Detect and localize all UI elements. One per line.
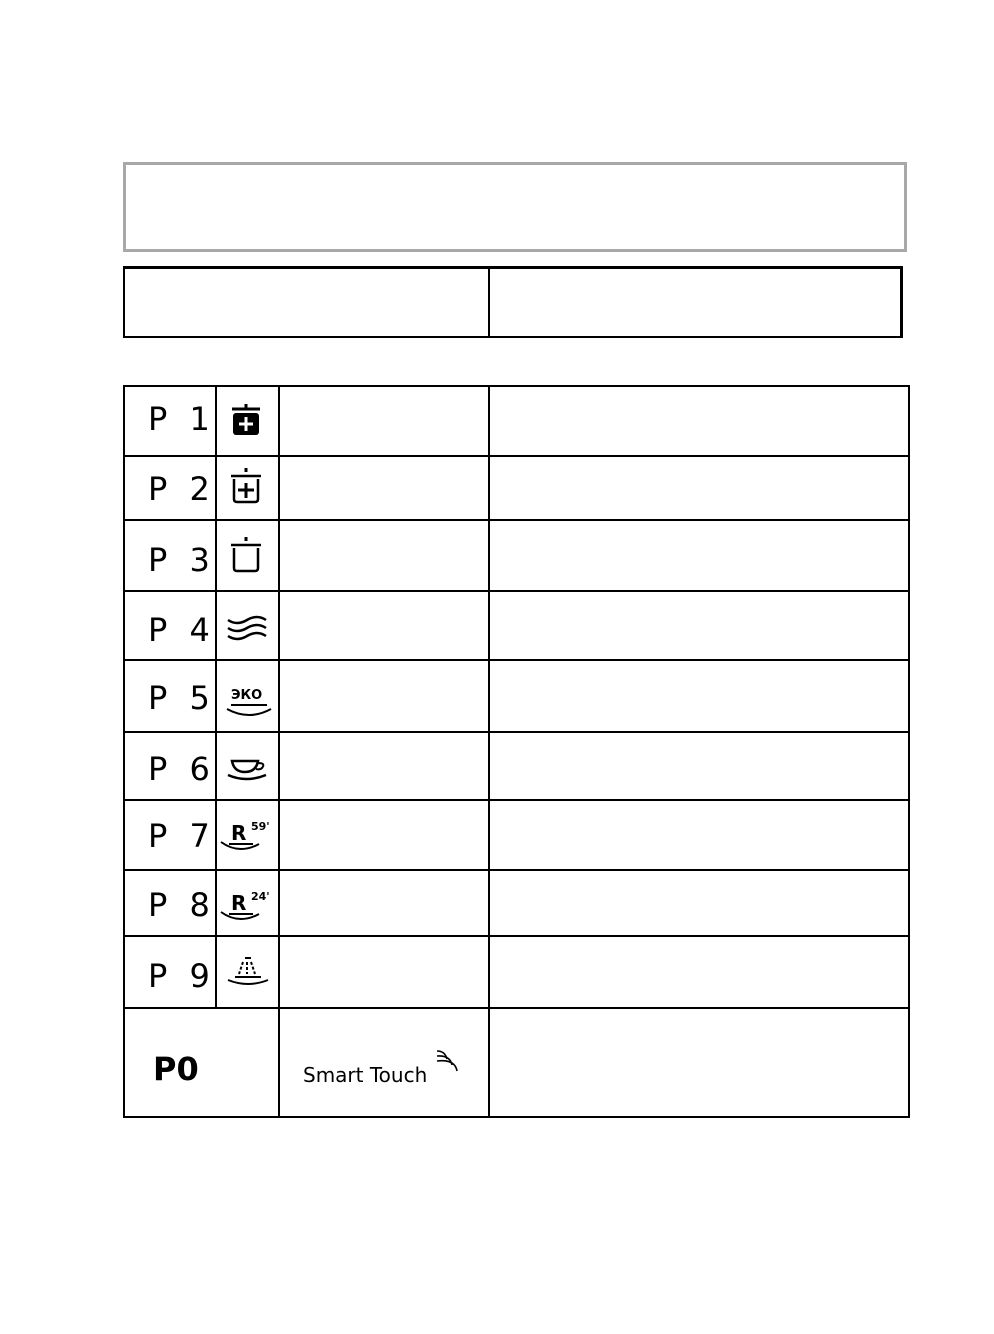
column-divider — [278, 387, 280, 1116]
program-code: P 3 — [148, 541, 216, 579]
row-separator — [125, 1007, 908, 1009]
program-code: P 1 — [148, 400, 216, 438]
header-table — [123, 266, 903, 338]
pot-plus-outline-icon — [228, 467, 264, 505]
program-code: P 4 — [148, 611, 216, 649]
program-code: P 2 — [148, 470, 216, 508]
eco-icon-text: ЭКО — [231, 688, 263, 703]
waves-icon — [225, 614, 269, 644]
rapid-minutes: 59' — [251, 820, 270, 833]
rapid-letter: R — [231, 821, 247, 845]
eco-icon — [225, 683, 273, 723]
row-separator — [125, 799, 908, 801]
program-code: P 5 — [148, 679, 216, 717]
program-table — [123, 385, 910, 1118]
rapid-minutes: 24' — [251, 890, 270, 903]
pot-outline-icon — [228, 535, 264, 575]
column-divider — [488, 387, 490, 1116]
row-separator — [125, 869, 908, 871]
spray-icon — [225, 954, 271, 990]
row-separator — [125, 935, 908, 937]
program-code: P 6 — [148, 750, 216, 788]
wireless-icon — [435, 1047, 461, 1073]
rapid-59-icon — [219, 821, 275, 855]
rapid-letter: R — [231, 891, 247, 915]
cup-icon — [226, 757, 270, 783]
row-separator — [125, 455, 908, 457]
pot-plus-filled-icon — [228, 403, 264, 439]
header-box — [123, 162, 907, 252]
program-code: P 7 — [148, 817, 216, 855]
row-separator — [125, 659, 908, 661]
row-separator — [125, 519, 908, 521]
rapid-24-icon — [219, 890, 275, 924]
row-separator — [125, 731, 908, 733]
program-code: P 8 — [148, 886, 216, 924]
smart-touch-label: Smart Touch — [303, 1063, 428, 1087]
program-code-p0: P0 — [153, 1050, 199, 1088]
program-code: P 9 — [148, 957, 216, 995]
row-separator — [125, 590, 908, 592]
header-divider — [488, 269, 490, 336]
